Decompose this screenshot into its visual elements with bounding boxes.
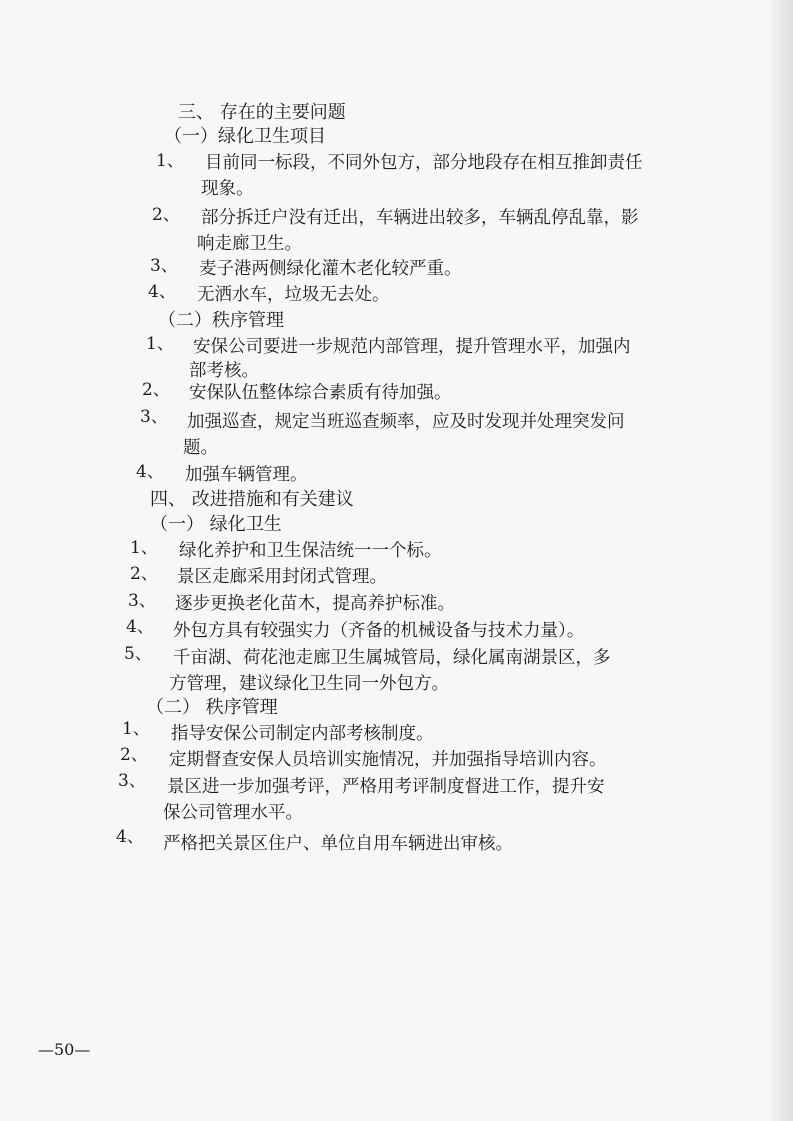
item-number: 2、 [120, 745, 148, 765]
item-number: 5、 [124, 644, 152, 664]
page-edge-shadow [767, 0, 793, 1121]
item-number: 4、 [136, 462, 164, 482]
list-item: 部分拆迁户没有迁出，车辆进出较多，车辆乱停乱靠，影 [201, 208, 639, 228]
section-3-group-1-title: （一）绿化卫生项目 [164, 126, 326, 147]
list-item: 景区进一步加强考评，严格用考评制度督进工作，提升安 [167, 777, 605, 797]
list-item: 定期督查安保人员培训实施情况，并加强指导培训内容。 [169, 750, 607, 770]
list-item: 麦子港两侧绿化灌木老化较严重。 [199, 259, 462, 279]
section-4-group-1-title: （一） 绿化卫生 [150, 514, 282, 535]
section-3-group-2-title: （二）秩序管理 [158, 310, 284, 331]
item-number: 3、 [150, 256, 178, 276]
list-item-continuation: 保公司管理水平。 [163, 803, 303, 823]
item-number: 3、 [118, 771, 146, 791]
item-number: 1、 [122, 719, 150, 739]
list-item: 加强巡查，规定当班巡查频率，应及时发现并处理突发问 [187, 412, 625, 432]
list-item: 景区走廊采用封闭式管理。 [177, 567, 387, 587]
section-3-title: 三、 存在的主要问题 [178, 102, 346, 123]
list-item-continuation: 响走廊卫生。 [197, 234, 302, 254]
list-item: 加强车辆管理。 [185, 465, 308, 485]
list-item: 外包方具有较强实力（齐备的机械设备与技术力量）。 [173, 621, 585, 641]
list-item: 安保公司要进一步规范内部管理，提升管理水平，加强内 [193, 337, 631, 357]
item-number: 2、 [142, 380, 170, 400]
section-4-title: 四、 改进措施和有关建议 [150, 489, 354, 510]
item-number: 1、 [130, 538, 158, 558]
item-number: 4、 [116, 827, 144, 847]
list-item-continuation: 题。 [183, 438, 218, 458]
item-number: 3、 [128, 591, 156, 611]
item-number: 3、 [140, 407, 168, 427]
item-number: 2、 [152, 205, 180, 225]
list-item: 绿化养护和卫生保洁统一一个标。 [179, 541, 442, 561]
item-number: 1、 [146, 334, 174, 354]
list-item: 无洒水车，垃圾无去处。 [197, 285, 390, 305]
list-item: 千亩湖、荷花池走廊卫生属城管局，绿化属南湖景区，多 [173, 648, 611, 668]
list-item: 安保队伍整体综合素质有待加强。 [189, 383, 452, 403]
page-number: —50— [38, 1040, 91, 1059]
item-number: 4、 [126, 617, 154, 637]
list-item: 逐步更换老化苗木，提高养护标准。 [175, 594, 455, 614]
item-number: 2、 [130, 564, 158, 584]
list-item: 指导安保公司制定内部考核制度。 [171, 724, 434, 744]
list-item-continuation: 部考核。 [189, 361, 259, 381]
list-item: 严格把关景区住户、单位自用车辆进出审核。 [163, 834, 513, 854]
item-number: 4、 [148, 282, 176, 302]
list-item-continuation: 现象。 [201, 179, 254, 199]
list-item-continuation: 方管理，建议绿化卫生同一外包方。 [169, 674, 449, 694]
list-item: 目前同一标段，不同外包方，部分地段存在相互推卸责任 [205, 153, 643, 173]
item-number: 1、 [156, 151, 184, 171]
section-4-group-2-title: （二） 秩序管理 [146, 697, 278, 718]
